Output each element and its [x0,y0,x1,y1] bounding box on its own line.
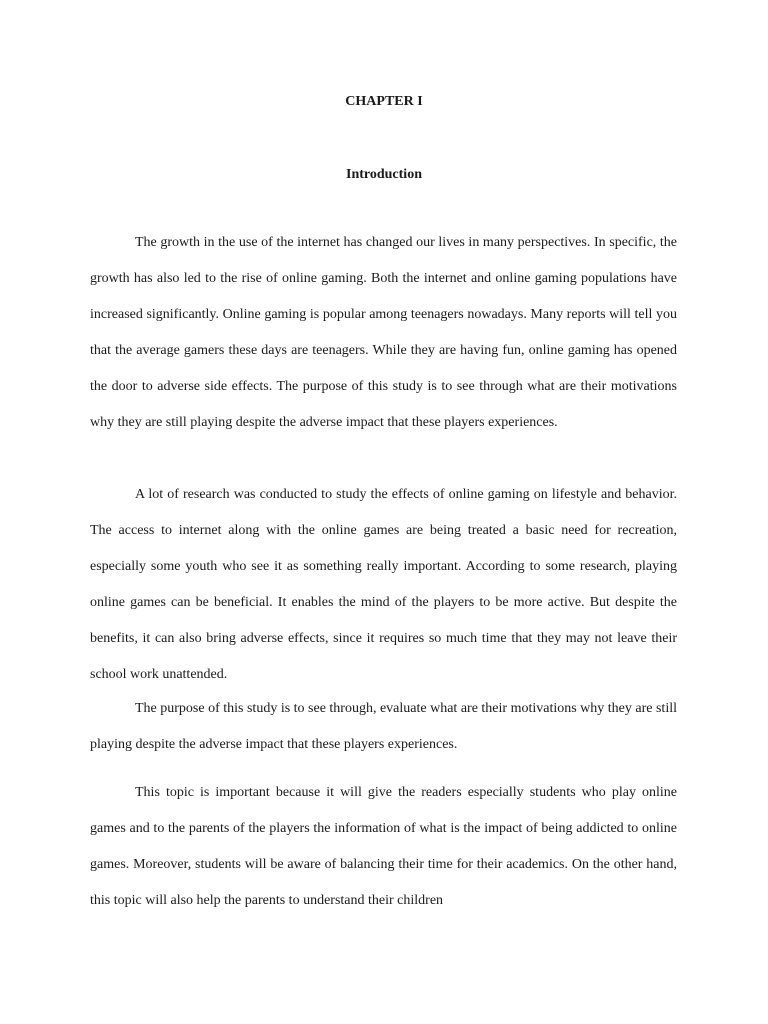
paragraph-2: A lot of research was conducted to study the effects of online gaming on lifestyle and behavior. The access to internet along with the online games are being treated a basic need for recreation, especially some youth who see it as something really important. According to some research, playing online games can be beneficial. It enables the mind of the players to be more active. But despite the benefits, it can also bring adverse effects, since it requires so much time that they may not leave their school work unattended. [90,487,677,682]
chapter-title: CHAPTER I [345,94,423,109]
paragraph-3: The purpose of this study is to see through, evaluate what are their motivations why they are still playing despite the adverse impact that these players experiences. [90,701,677,752]
paragraph-1: The growth in the use of the internet has changed our lives in many perspectives. In specific, the growth has also led to the rise of online gaming. Both the internet and online gaming populations have increased significantly. Online gaming is popular among teenagers nowadays. Many reports will tell you that the average gamers these days are teenagers. While they are having fun, online gaming has opened the door to adverse side effects. The purpose of this study is to see through what are their motivations why they are still playing despite the adverse impact that these players experiences. [90,235,677,430]
paragraph-4: This topic is important because it will give the readers especially students who play online games and to the parents of the players the information of what is the impact of being addicted to online games. Moreover, students will be aware of balancing their time for their academics. On the other hand, this topic will also help the parents to understand their children [90,785,677,908]
section-title: Introduction [346,167,422,182]
